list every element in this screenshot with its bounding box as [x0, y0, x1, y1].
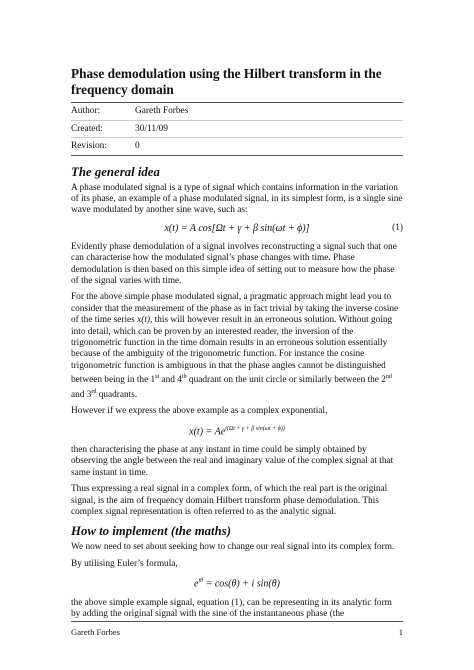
page-footer — [71, 621, 403, 637]
text-run: quadrant on the unit circle or similarly between the 2 — [186, 375, 386, 386]
inline-math: x(t) — [137, 315, 151, 326]
paragraph: Evidently phase demodulation of a signal involves reconstructing a signal such that one can characterise how the modulated signal’s phase changes with time. Phase demodulation is then based on this simple idea of setting out to measure how the phase of the signal varies with time. — [71, 241, 397, 286]
equation-text: = cos(θ) + i sin(θ) — [203, 578, 280, 590]
equation-number: (1) — [392, 222, 403, 233]
text-run: and 4 — [159, 375, 182, 386]
section-heading-general-idea: The general idea — [71, 164, 160, 179]
section-heading-implement: How to implement (the maths) — [71, 524, 231, 539]
paragraph — [71, 292, 403, 401]
paragraph: A phase modulated signal is a type of signal which contains information in the variation of its phase, an example of a phase modulated signal, in its simplest form, is a single sine wave modulated by another sine wave, such as: — [71, 182, 403, 216]
paragraph: By utilising Euler’s formula, — [71, 558, 178, 569]
metadata-table — [71, 102, 403, 156]
paragraph: the above simple example signal, equation (1), can be representing in its analytic form by adding the original signal with the sine of the instantaneous phase (the — [71, 597, 392, 619]
ordinal-suffix: st — [155, 374, 160, 381]
text-run: , this will however result in an erroneous solution. Without going into detail, which can be proven by an interested reader, the inversion of the trigonometric function in the time domain results in an erroneous solution essentially because of the ambiguity of the trigonometric function. For instance the cosine trigonometric function is ambiguous in that the phase angles cannot be distinguished between being in the 1 — [71, 315, 393, 386]
meta-row-author — [71, 103, 403, 121]
ordinal-suffix: th — [181, 374, 187, 381]
paragraph: Thus expressing a real signal in a complex form, of which the real part is the original signal, is the aim of frequency domain Hilbert transform phase demodulation. This complex signal representation is often referred to as the analytic signal. — [71, 484, 388, 517]
meta-label: Created: — [71, 123, 103, 134]
equation-exponent: iθ — [198, 578, 204, 585]
footer-author: Gareth Forbes — [71, 627, 120, 637]
equation-text: x(t) = Ae — [189, 425, 226, 437]
meta-label: Revision: — [71, 141, 107, 151]
equation-text: e — [194, 578, 199, 590]
equation-text: x(t) = A cos[Ωt + γ + β sin(ωt + ϕ)] — [164, 222, 310, 234]
paragraph: However if we express the above example as a complex exponential, — [71, 406, 328, 417]
meta-label: Author: — [71, 106, 101, 116]
meta-value: Gareth Forbes — [135, 106, 189, 116]
equation-exponent: i(Ωt + γ + β sin(ωt + ϕ)) — [225, 425, 285, 432]
text-run: quadrants. — [96, 389, 138, 400]
text-run: For the above simple phase modulated signal, a pragmatic approach might lead you to consider that the measurement of the phase as in fact trivial by taking the inverse cosine of the time series — [71, 292, 399, 326]
equation-2 — [71, 423, 403, 438]
meta-row-created — [71, 121, 403, 139]
equation-euler — [71, 575, 403, 590]
meta-value: 30/11/09 — [135, 123, 168, 134]
equation-1 — [71, 222, 403, 235]
paragraph: We now need to set about seeking how to change our real signal into its complex form. — [71, 542, 395, 553]
paragraph: then characterising the phase at any instant in time could be simply obtained by observing the angle between the real and imaginary value of the complex signal at that same instant in time. — [71, 444, 394, 478]
document-title: Phase demodulation using the Hilbert transform in the frequency domain — [71, 66, 382, 97]
ordinal-suffix: nd — [385, 374, 392, 381]
text-run: and 3 — [71, 389, 92, 400]
meta-row-revision — [71, 138, 403, 155]
page-number: 1 — [398, 627, 403, 637]
ordinal-suffix: rd — [91, 388, 97, 395]
document-body — [71, 66, 403, 625]
meta-value: 0 — [135, 141, 140, 151]
